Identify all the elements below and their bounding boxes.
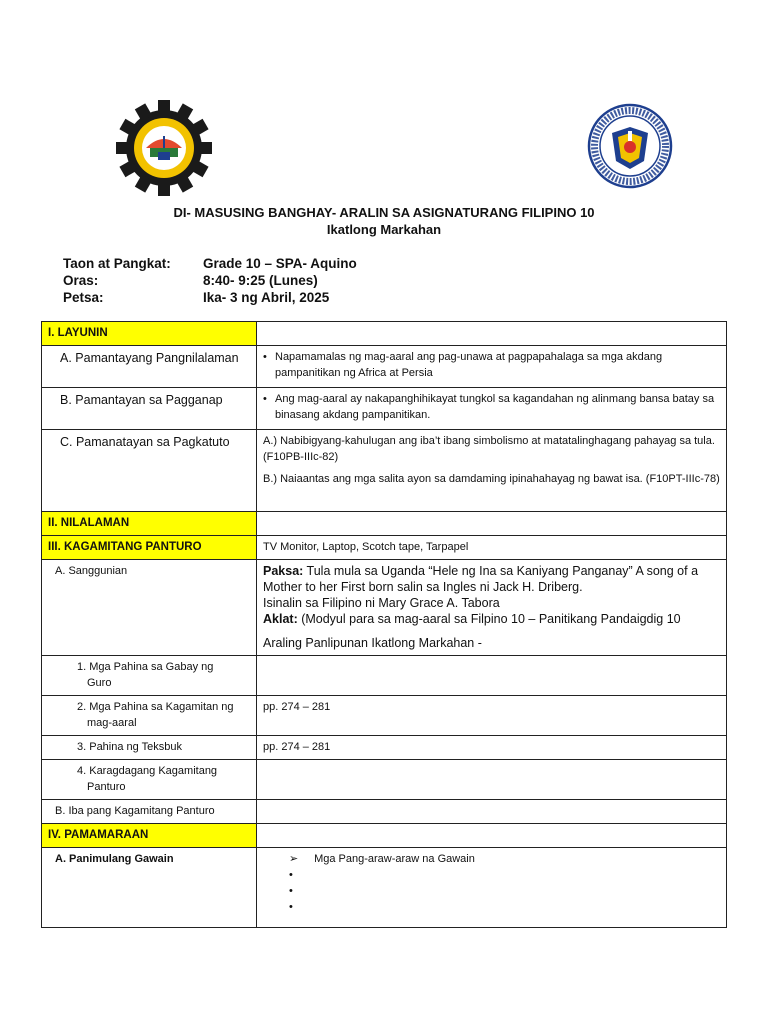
arrow-bullet-icon: ➢ <box>289 853 299 865</box>
info-row-oras <box>63 273 318 288</box>
page-title: DI- MASUSING BANGHAY- ARALIN SA ASIGNATURANG FILIPINO 10 <box>173 205 595 220</box>
table-cell <box>257 322 727 346</box>
table-cell <box>257 430 727 512</box>
table-row <box>42 760 727 800</box>
row-label-karagdagang-kagamitan <box>42 760 257 800</box>
label-line: 2. Mga Pahina sa Kagamitan ng <box>77 701 234 713</box>
paksa-text: Tula mula sa Uganda “Hele ng Ina sa Kaniyang Panganay” A song of a Mother to her First born salin sa Ingles ni Jack H. Driberg. <box>263 564 699 594</box>
table-cell: pp. 274 – 281 <box>257 736 727 760</box>
table-row <box>42 430 727 512</box>
bullet-icon: • <box>289 869 293 881</box>
list-item: • Ang mag-aaral ay nakapanghihikayat tungkol sa kagandahan ng alinmang bansa batay sa binasang akdang pampanitikan. <box>263 391 720 423</box>
list-item <box>263 851 720 867</box>
table-row <box>42 322 727 346</box>
row-label-iba-pang-kagamitan: B. Iba pang Kagamitang Panturo <box>42 800 257 824</box>
bullet-icon: • <box>289 885 293 897</box>
info-value: Grade 10 – SPA- Aquino <box>203 256 357 271</box>
table-cell <box>257 824 727 848</box>
table-row <box>42 736 727 760</box>
label-line: mag-aaral <box>87 717 137 729</box>
table-cell <box>257 656 727 696</box>
row-label-panimulang-gawain: A. Panimulang Gawain <box>42 848 257 928</box>
table-cell <box>257 760 727 800</box>
table-cell <box>257 346 727 388</box>
araling-text: Araling Panlipunan Ikatlong Markahan - <box>263 636 482 650</box>
row-label-gabay-guro <box>42 656 257 696</box>
label-line: 1. Mga Pahina sa Gabay ng <box>77 661 214 673</box>
section-pamamaraan: IV. PAMAMARAAN <box>42 824 257 848</box>
table-cell <box>257 560 727 656</box>
label-line: Panturo <box>87 781 126 793</box>
label-line: Guro <box>87 677 112 689</box>
table-row <box>42 824 727 848</box>
paksa-line2: Isinalin sa Filipino ni Mary Grace A. Tabora <box>263 596 500 610</box>
row-label-teksbuk: 3. Pahina ng Teksbuk <box>42 736 257 760</box>
table-row <box>42 848 727 928</box>
info-label: Oras: <box>63 273 99 288</box>
info-label: Petsa: <box>63 290 104 305</box>
table-row <box>42 512 727 536</box>
objective-b: B.) Naiaantas ang mga salita ayon sa damdaming ipinahahayag ng bawat isa. (F10PT-IIIc-78) <box>263 473 720 485</box>
info-label: Taon at Pangkat: <box>63 256 171 271</box>
aklat-label: Aklat: <box>263 612 298 626</box>
table-cell <box>257 800 727 824</box>
table-cell: pp. 274 – 281 <box>257 696 727 736</box>
row-label-pamantayang-pangnilalaman: A. Pamantayang Pangnilalaman <box>42 346 257 388</box>
list-item-text: Mga Pang-araw-araw na Gawain <box>314 853 475 865</box>
table-row <box>42 696 727 736</box>
table-cell: TV Monitor, Laptop, Scotch tape, Tarpapel <box>257 536 727 560</box>
section-nilalaman: II. NILALAMAN <box>42 512 257 536</box>
table-row <box>42 388 727 430</box>
lesson-plan-table <box>41 321 727 928</box>
table-row <box>42 656 727 696</box>
objective-a: A.) Nabibigyang-kahulugan ang iba’t ibang simbolismo at matatalinghagang pahayag sa tula. (F10PB-IIIc-82) <box>263 435 715 463</box>
school-gear-seal-icon <box>116 100 212 196</box>
info-value: Ika- 3 ng Abril, 2025 <box>203 290 330 305</box>
table-cell <box>257 512 727 536</box>
aklat-text: (Modyul para sa mag-aaral sa Filpino 10 – Panitikang Pandaigdig 10 <box>297 612 681 626</box>
list-item: • Napamamalas ng mag-aaral ang pag-unawa at pagpapahalaga sa mga akdang pampanitikan ng Africa at Persia <box>263 349 720 381</box>
row-label-pamantayan-pagganap: B. Pamantayan sa Pagganap <box>42 388 257 430</box>
row-label-sanggunian: A. Sanggunian <box>42 560 257 656</box>
row-label-kagamitan-mag-aaral <box>42 696 257 736</box>
info-row-petsa <box>63 290 329 305</box>
table-cell <box>257 388 727 430</box>
table-row <box>42 346 727 388</box>
table-cell <box>257 848 727 928</box>
section-kagamitang-panturo: III. KAGAMITANG PANTURO <box>42 536 257 560</box>
table-row <box>42 560 727 656</box>
section-layunin: I. LAYUNIN <box>42 322 257 346</box>
info-value: 8:40- 9:25 (Lunes) <box>203 273 318 288</box>
label-line: 4. Karagdagang Kagamitang <box>77 765 218 777</box>
table-row <box>42 536 727 560</box>
table-row <box>42 800 727 824</box>
page-subtitle: Ikatlong Markahan <box>326 222 442 237</box>
bullet-icon: • <box>289 901 293 913</box>
row-label-pamantayan-pagkatuto: C. Pamanatayan sa Pagkatuto <box>42 430 257 512</box>
info-row-taon <box>63 256 357 271</box>
deped-seal-icon <box>584 103 676 189</box>
paksa-label: Paksa: <box>263 564 304 578</box>
